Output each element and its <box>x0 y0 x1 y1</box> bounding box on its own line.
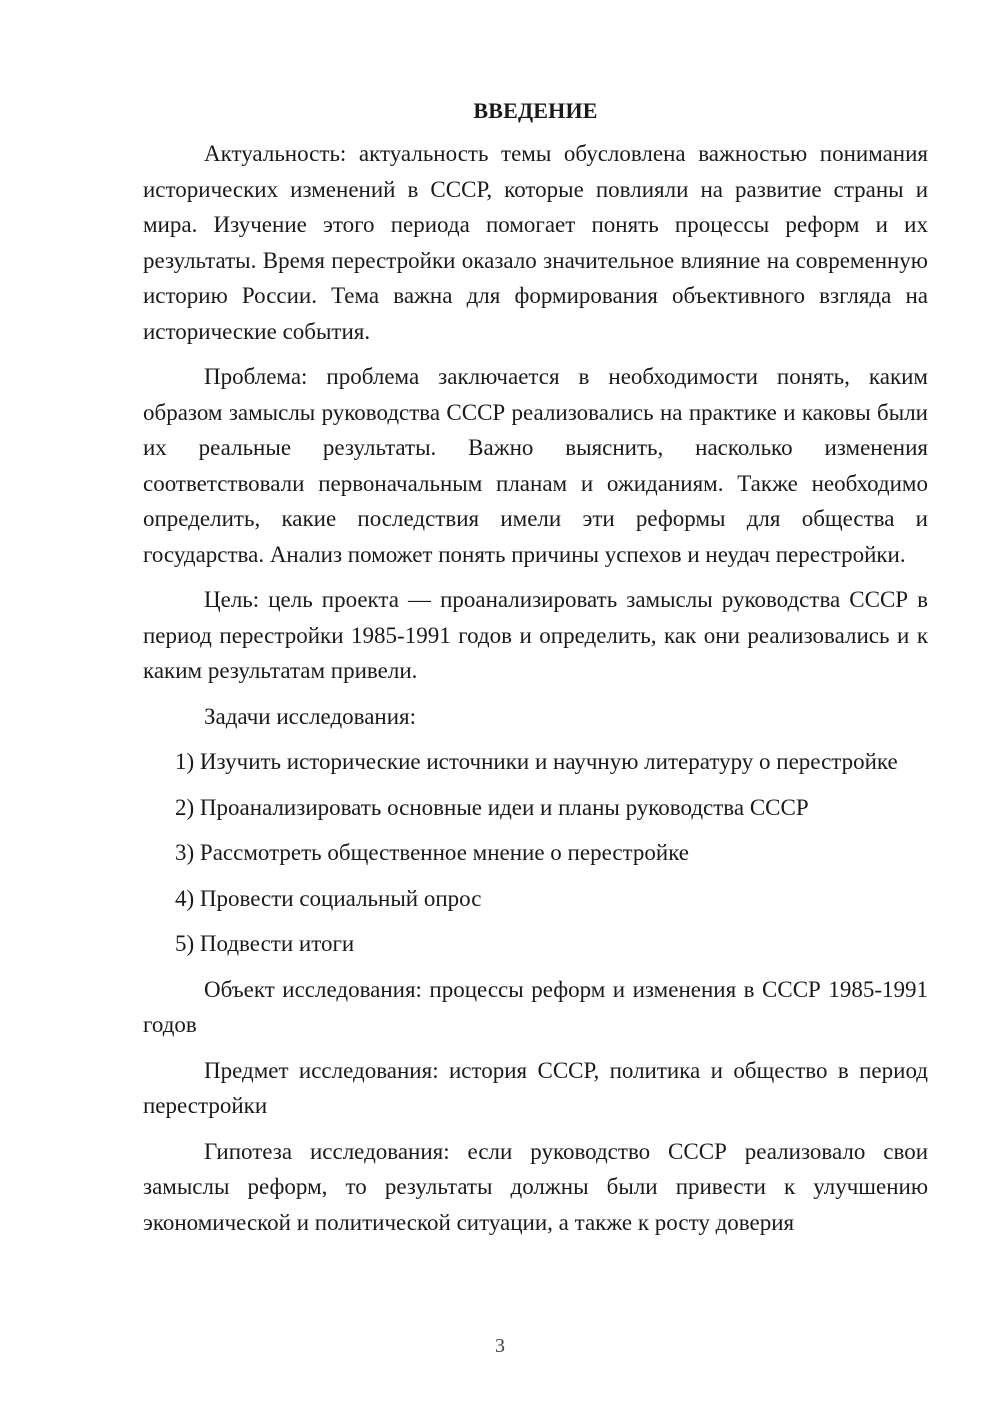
task-item: 4) Провести социальный опрос <box>175 885 482 911</box>
document-page <box>143 96 928 1250</box>
subject-paragraph: Предмет исследования: история СССР, политика и общество в период перестройки <box>143 1057 928 1118</box>
page-number: 3 <box>495 1335 505 1357</box>
hypothesis-paragraph: Гипотеза исследования: если руководство СССР реализовало свои замыслы реформ, то результаты должны были привести к улучшению экономической и политической ситуации, а также к росту доверия <box>143 1138 928 1235</box>
task-item: 3) Рассмотреть общественное мнение о перестройке <box>175 840 690 865</box>
task-item: 2) Проанализировать основные идеи и планы руководства СССР <box>175 794 809 820</box>
section-title: ВВЕДЕНИЕ <box>473 98 598 123</box>
object-paragraph: Объект исследования: процессы реформ и изменения в СССР 1985-1991 годов <box>143 976 928 1037</box>
task-item: 5) Подвести итоги <box>175 931 355 956</box>
problem-paragraph: Проблема: проблема заключается в необходимости понять, каким образом замыслы руководства СССР реализовались на практике и каковы были их реальные результаты. Важно выяснить, насколько изменения соответствовали первоначальным планам и ожиданиям. Также необходимо определить, какие последствия имели эти реформы для общества и государства. Анализ поможет понять причины успехов и неудач перестройки. <box>143 364 928 567</box>
relevance-paragraph: Актуальность: актуальность темы обусловлена важностью понимания исторических изменений в СССР, которые повлияли на развитие страны и мира. Изучение этого периода помогает понять процессы реформ и их результаты. Время перестройки оказало значительное влияние на современную историю России. Тема важна для формирования объективного взгляда на исторические события. <box>143 141 928 344</box>
goal-paragraph: Цель: цель проекта — проанализировать замыслы руководства СССР в период перестройки 1985-1991 годов и определить, как они реализовались и к каким результатам привели. <box>143 587 928 683</box>
task-item: 1) Изучить исторические источники и научную литературу о перестройке <box>175 749 898 774</box>
tasks-heading: Задачи исследования: <box>204 703 417 729</box>
